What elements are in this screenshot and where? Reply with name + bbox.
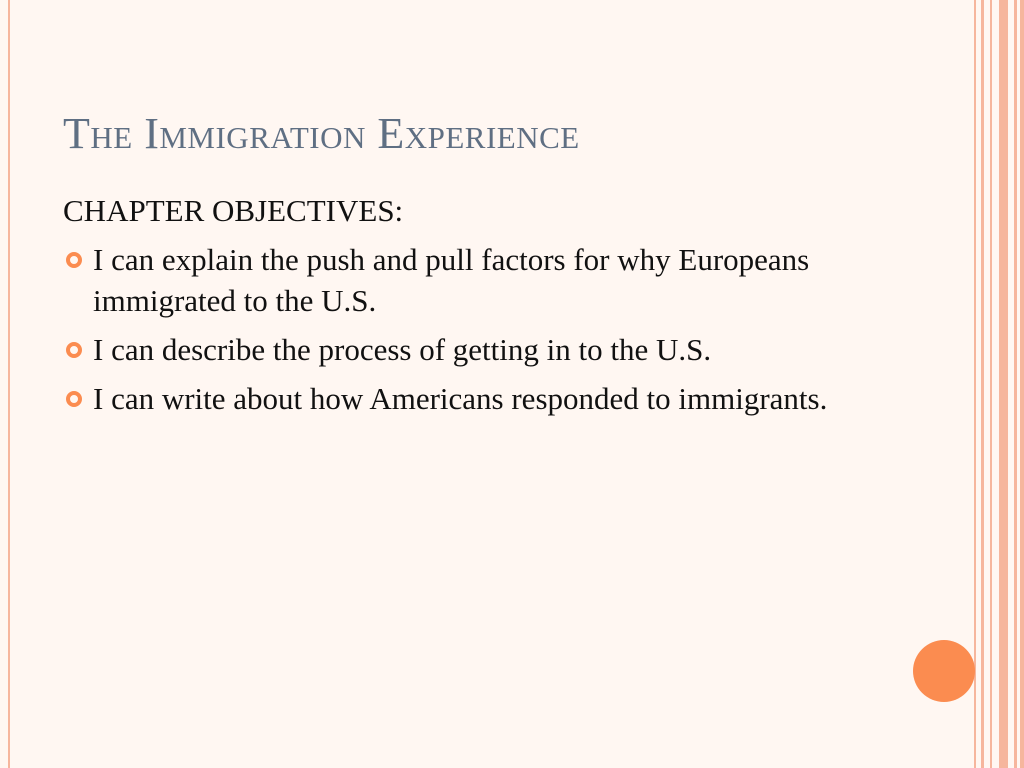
list-item — [63, 329, 863, 370]
stripe — [1014, 0, 1017, 768]
objectives-heading: CHAPTER OBJECTIVES: — [63, 193, 404, 228]
circle-bullet-icon — [66, 342, 82, 358]
list-item — [63, 239, 863, 321]
stripe — [974, 0, 976, 768]
stripe — [999, 0, 1008, 768]
circle-bullet-icon — [66, 252, 82, 268]
objectives-list — [63, 239, 863, 419]
objective-text: I can explain the push and pull factors for why Europeans immigrated to the U.S. — [93, 242, 810, 318]
stripe — [990, 0, 992, 768]
stripe — [1020, 0, 1024, 768]
decorative-circle — [913, 640, 975, 702]
right-stripes-decoration — [974, 0, 1024, 768]
circle-bullet-icon — [66, 391, 82, 407]
list-item — [63, 378, 863, 419]
slide-title: The Immigration Experience — [63, 109, 580, 158]
objective-text: I can describe the process of getting in to the U.S. — [93, 332, 712, 367]
objective-text: I can write about how Americans responded to immigrants. — [93, 381, 828, 416]
slide-content — [63, 190, 863, 427]
left-border-line — [8, 0, 10, 768]
stripe — [981, 0, 984, 768]
